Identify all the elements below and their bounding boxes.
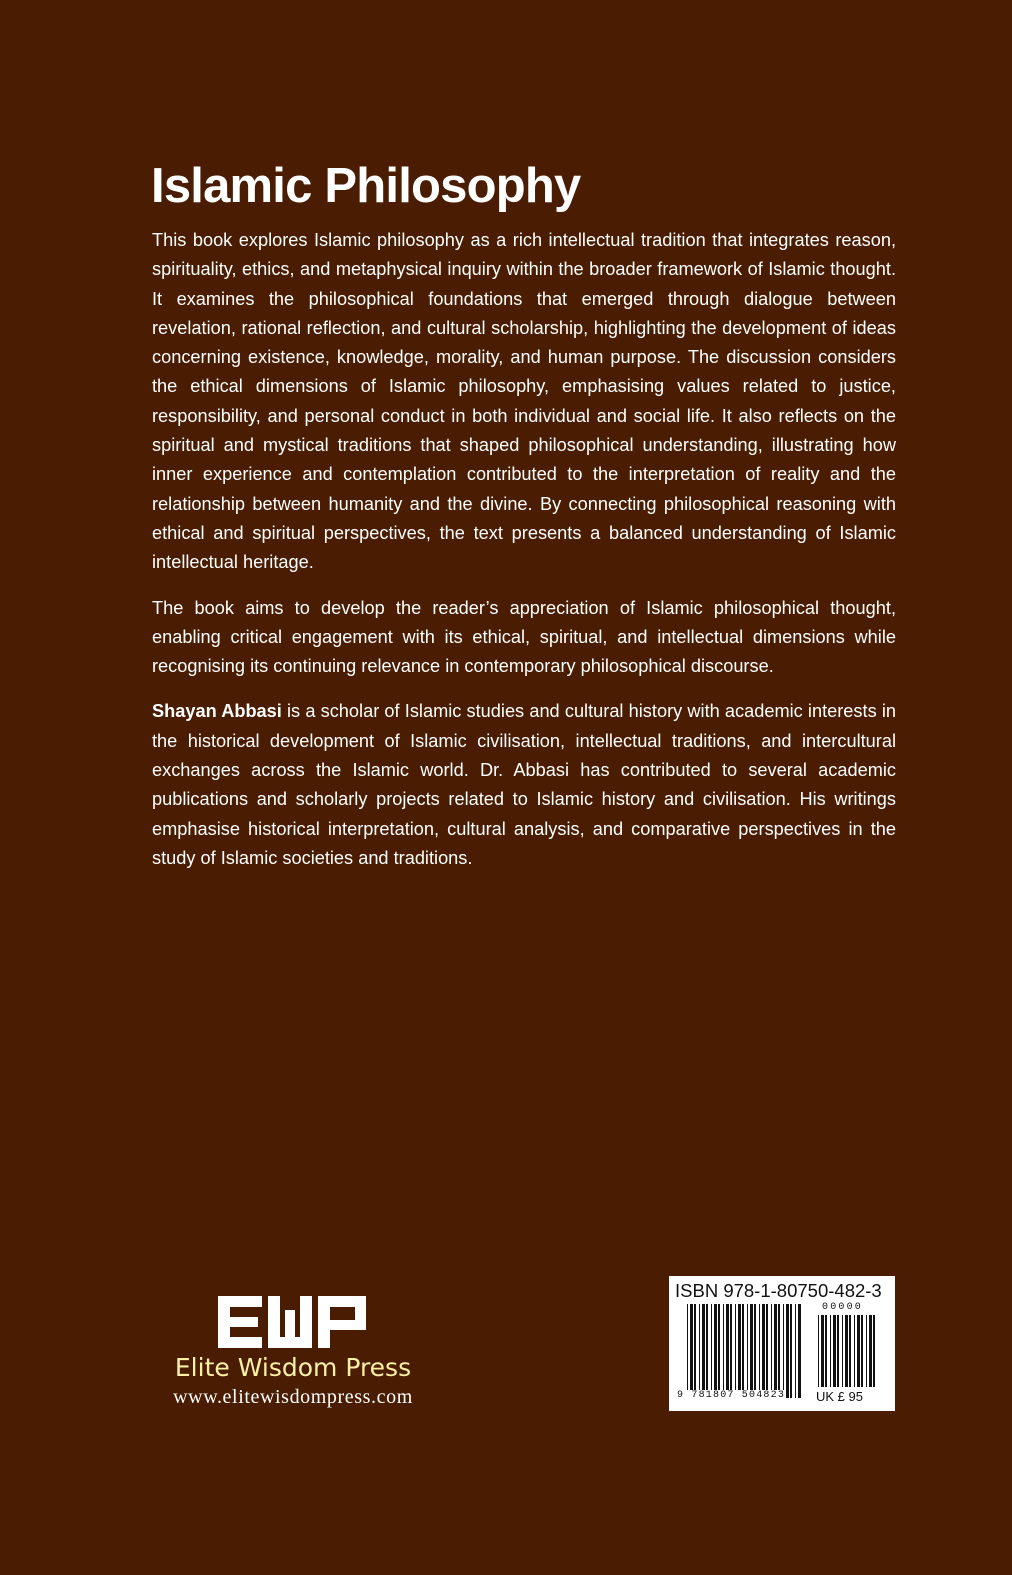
author-bio-text: is a scholar of Islamic studies and cultural history with academic interests in the historical development of Islamic civilisation, intellectual traditions, and intercultural exchanges across the Islamic world. Dr. Abbasi has contributed to several academic publications and scholarly projects related to Islamic history and civilisation. His writings emphasise historical interpretation, cultural analysis, and comparative perspectives in the study of Islamic societies and traditions. bbox=[152, 701, 896, 868]
barcode-addon-digits: 00000 bbox=[822, 1302, 864, 1313]
author-name: Shayan Abbasi bbox=[152, 701, 282, 722]
barcode-ean-digits: 9 781807 504823 bbox=[677, 1390, 786, 1401]
price-label: UK £ 95 bbox=[816, 1389, 863, 1404]
book-title: Islamic Philosophy bbox=[151, 159, 581, 213]
isbn-label: ISBN 978-1-80750-482-3 bbox=[675, 1280, 882, 1301]
publisher-website: www.elitewisdompress.com bbox=[173, 1386, 413, 1408]
author-biography bbox=[152, 697, 896, 873]
publisher-block bbox=[148, 1296, 438, 1409]
book-blurb bbox=[152, 226, 896, 889]
description-paragraph-2: The book aims to develop the reader’s appreciation of Islamic philosophical thought, enabling critical engagement with its ethical, spiritual, and intellectual dimensions while recognising its continuing relevance in contemporary philosophical discourse. bbox=[152, 597, 896, 677]
publisher-logo bbox=[218, 1296, 368, 1348]
description-paragraph-1: This book explores Islamic philosophy as a rich intellectual tradition that integrates reason, spirituality, ethics, and metaphysical inquiry within the broader framework of Islamic thought. It examines the philosophical foundations that emerged through dialogue between revelation, rational reflection, and cultural scholarship, highlighting the development of ideas concerning existence, knowledge, morality, and human purpose. The discussion considers the ethical dimensions of Islamic philosophy, emphasising values related to justice, responsibility, and personal conduct in both individual and social life. It also reflects on the spiritual and mystical traditions that shaped philosophical understanding, illustrating how inner experience and contemplation contributed to the interpretation of reality and the relationship between humanity and the divine. By connecting philosophical reasoning with ethical and spiritual perspectives, the text presents a balanced understanding of Islamic intellectual heritage. bbox=[152, 230, 896, 573]
isbn-barcode bbox=[669, 1276, 895, 1411]
publisher-name: Elite Wisdom Press bbox=[174, 1353, 412, 1382]
